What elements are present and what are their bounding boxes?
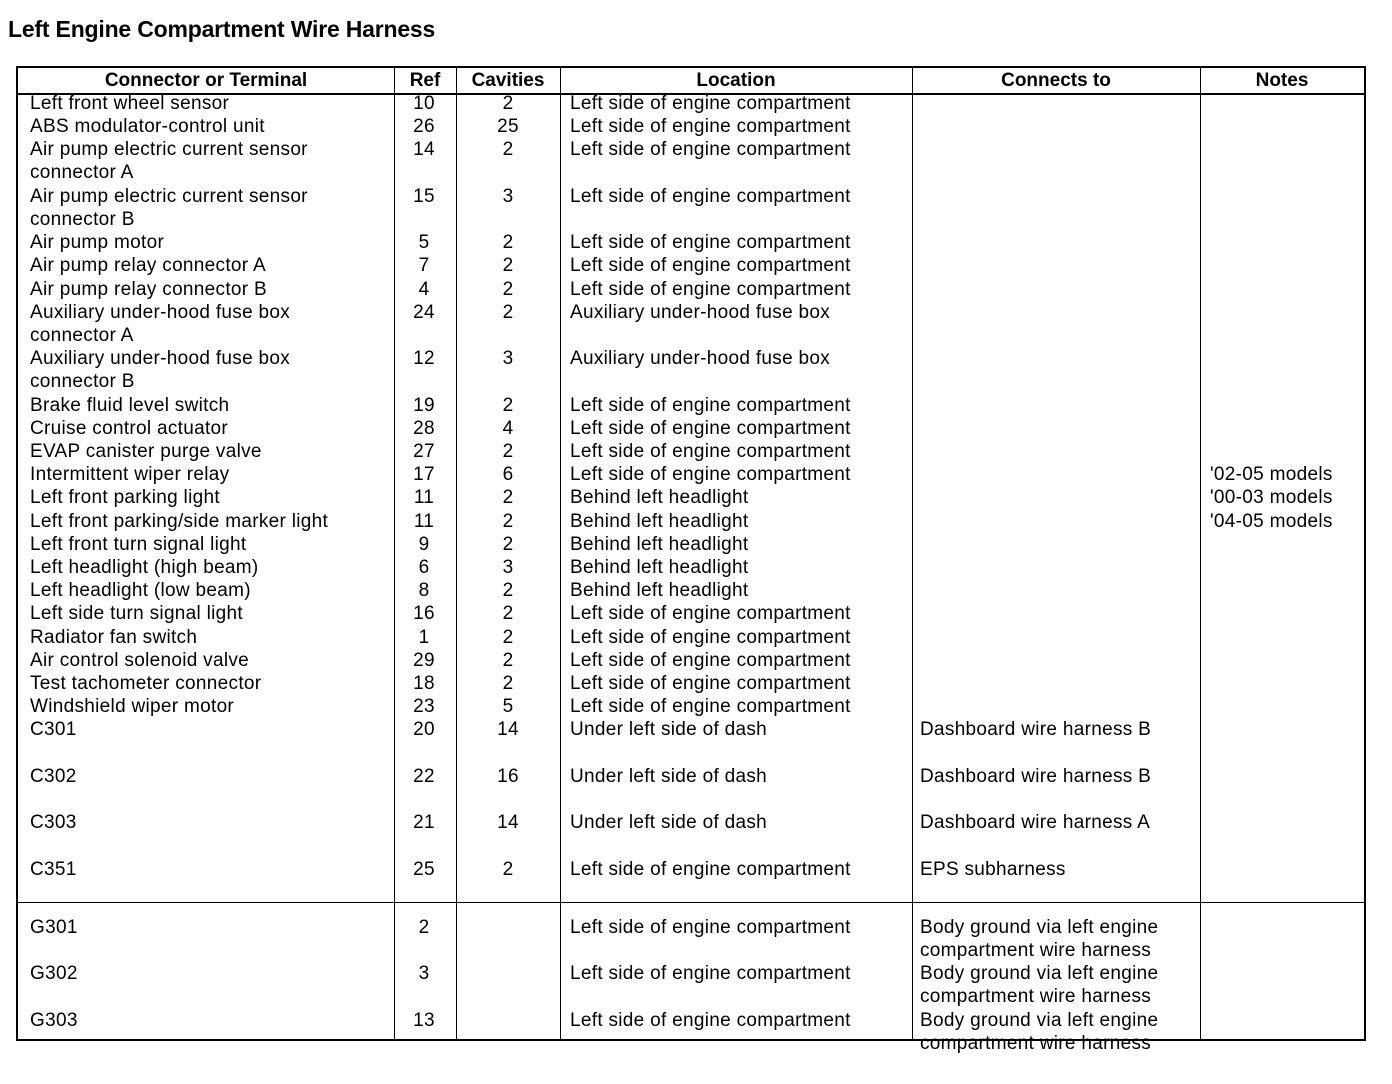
location-cell: Auxiliary under-hood fuse box <box>570 348 831 370</box>
col-header-cavities: Cavities <box>471 70 545 91</box>
location-cell: Left side of engine compartment <box>570 626 851 648</box>
ref-cell: 15 <box>413 185 435 207</box>
ref-cell: 20 <box>413 719 435 741</box>
cavities-cell: 3 <box>502 557 514 578</box>
connector-cell: Left front turn signal light <box>30 533 247 555</box>
connector-cell: Radiator fan switch <box>30 626 198 648</box>
location-cell: Left side of engine compartment <box>570 185 851 207</box>
connector-cell: Auxiliary under-hood fuse box connector A <box>30 301 291 346</box>
connector-cell: Left headlight (high beam) <box>30 557 259 578</box>
location-cell: Left side of engine compartment <box>570 917 851 938</box>
ref-cell: 16 <box>413 603 435 625</box>
cavities-cell: 2 <box>502 93 514 114</box>
location-cell: Left side of engine compartment <box>570 441 851 462</box>
page-title: Left Engine Compartment Wire Harness <box>8 16 436 42</box>
cavities-cell: 2 <box>502 441 514 462</box>
cavities-cell: 2 <box>502 487 514 509</box>
cavities-cell: 16 <box>497 765 519 787</box>
notes-cell: '00-03 models <box>1210 487 1333 509</box>
ref-cell: 7 <box>418 255 430 277</box>
ref-cell: 11 <box>413 510 435 532</box>
ref-cell: 5 <box>418 232 430 254</box>
location-cell: Left side of engine compartment <box>570 417 851 439</box>
connector-cell: Test tachometer connector <box>30 673 262 694</box>
table-header <box>18 68 1364 95</box>
cavities-cell: 4 <box>502 417 514 439</box>
column-divider <box>1200 68 1201 1039</box>
connects-to-cell: Body ground via left engine compartment wire harness <box>920 963 1159 1008</box>
location-cell: Left side of engine compartment <box>570 673 851 694</box>
ref-cell: 13 <box>413 1009 435 1031</box>
location-cell: Left side of engine compartment <box>570 255 851 277</box>
ref-cell: 2 <box>418 917 430 938</box>
connector-cell: C303 <box>30 812 77 834</box>
ref-cell: 4 <box>418 278 430 300</box>
col-header-connector: Connector or Terminal <box>104 70 308 91</box>
connects-to-cell: Dashboard wire harness B <box>920 765 1152 787</box>
location-cell: Left side of engine compartment <box>570 139 851 161</box>
connector-cell: Left front parking/side marker light <box>30 510 329 532</box>
location-cell: Auxiliary under-hood fuse box <box>570 301 831 323</box>
ref-cell: 28 <box>413 417 435 439</box>
ref-cell: 6 <box>418 557 430 578</box>
cavities-cell: 5 <box>502 696 514 718</box>
connector-cell: Cruise control actuator <box>30 417 229 439</box>
cavities-cell: 2 <box>502 139 514 161</box>
connector-cell: Air pump electric current sensor connector B <box>30 185 308 230</box>
location-cell: Left side of engine compartment <box>570 232 851 254</box>
cavities-cell: 2 <box>502 301 514 323</box>
cavities-cell: 2 <box>502 858 514 880</box>
notes-cell: '02-05 models <box>1210 464 1333 486</box>
column-divider <box>912 68 913 1039</box>
connector-cell: Left front wheel sensor <box>30 93 230 114</box>
notes-cell: '04-05 models <box>1210 510 1333 532</box>
harness-table <box>16 66 1366 1054</box>
column-divider <box>560 68 561 1039</box>
location-cell: Left side of engine compartment <box>570 116 851 138</box>
connector-cell: EVAP canister purge valve <box>30 441 262 462</box>
connector-cell: ABS modulator-control unit <box>30 116 265 138</box>
column-divider <box>456 68 457 1039</box>
cavities-cell: 2 <box>502 510 514 532</box>
connector-cell: G301 <box>30 917 78 938</box>
location-cell: Behind left headlight <box>570 487 749 509</box>
location-cell: Behind left headlight <box>570 510 749 532</box>
connector-cell: Air pump electric current sensor connector A <box>30 139 308 184</box>
location-cell: Behind left headlight <box>570 533 749 555</box>
cavities-cell: 25 <box>497 116 519 138</box>
ref-cell: 8 <box>418 580 430 602</box>
cavities-cell: 6 <box>502 464 514 486</box>
col-header-notes: Notes <box>1255 70 1309 91</box>
connector-cell: G302 <box>30 963 78 985</box>
connector-cell: C302 <box>30 765 77 787</box>
ref-cell: 27 <box>413 441 435 462</box>
connector-cell: Brake fluid level switch <box>30 394 230 416</box>
location-cell: Left side of engine compartment <box>570 278 851 300</box>
ref-cell: 18 <box>413 673 435 694</box>
cavities-cell: 14 <box>497 812 519 834</box>
col-header-location: Location <box>696 70 776 91</box>
connector-cell: C301 <box>30 719 77 741</box>
cavities-cell: 2 <box>502 255 514 277</box>
location-cell: Under left side of dash <box>570 719 768 741</box>
connector-cell: Left headlight (low beam) <box>30 580 251 602</box>
location-cell: Under left side of dash <box>570 765 768 787</box>
ref-cell: 1 <box>418 626 430 648</box>
ref-cell: 11 <box>413 487 435 509</box>
connects-to-cell: Dashboard wire harness A <box>920 812 1151 834</box>
location-cell: Behind left headlight <box>570 580 749 602</box>
col-header-connects-to: Connects to <box>1001 70 1111 91</box>
location-cell: Left side of engine compartment <box>570 858 851 880</box>
connector-cell: C351 <box>30 858 77 880</box>
ref-cell: 22 <box>413 765 435 787</box>
ref-cell: 19 <box>413 394 435 416</box>
location-cell: Left side of engine compartment <box>570 93 851 114</box>
cavities-cell: 2 <box>502 533 514 555</box>
connector-cell: Air pump relay connector B <box>30 278 267 300</box>
cavities-cell: 2 <box>502 603 514 625</box>
ref-cell: 23 <box>413 696 435 718</box>
ref-cell: 9 <box>418 533 430 555</box>
connects-to-cell: Body ground via left engine compartment wire harness <box>920 1009 1159 1054</box>
location-cell: Behind left headlight <box>570 557 749 578</box>
connector-cell: Intermittent wiper relay <box>30 464 230 486</box>
cavities-cell: 2 <box>502 580 514 602</box>
cavities-cell: 2 <box>502 394 514 416</box>
location-cell: Left side of engine compartment <box>570 464 851 486</box>
connector-cell: Air control solenoid valve <box>30 649 250 671</box>
ref-cell: 3 <box>418 963 430 985</box>
connector-cell: Windshield wiper motor <box>30 696 235 718</box>
ref-cell: 29 <box>413 649 435 671</box>
connects-to-cell: Dashboard wire harness B <box>920 719 1152 741</box>
ref-cell: 10 <box>413 93 435 114</box>
ref-cell: 25 <box>413 858 435 880</box>
cavities-cell: 3 <box>502 185 514 207</box>
connector-cell: Air pump relay connector A <box>30 255 266 277</box>
connects-to-cell: EPS subharness <box>920 858 1066 880</box>
cavities-cell: 2 <box>502 232 514 254</box>
cavities-cell: 2 <box>502 626 514 648</box>
cavities-cell: 2 <box>502 673 514 694</box>
cavities-cell: 14 <box>497 719 519 741</box>
location-cell: Left side of engine compartment <box>570 394 851 416</box>
location-cell: Under left side of dash <box>570 812 768 834</box>
connector-cell: Auxiliary under-hood fuse box connector B <box>30 348 291 393</box>
cavities-cell: 3 <box>502 348 514 370</box>
connects-to-cell: Body ground via left engine compartment wire harness <box>920 917 1159 961</box>
section-divider <box>18 902 1364 903</box>
location-cell: Left side of engine compartment <box>570 603 851 625</box>
ref-cell: 12 <box>413 348 435 370</box>
ref-cell: 26 <box>413 116 435 138</box>
connector-cell: Air pump motor <box>30 232 165 254</box>
location-cell: Left side of engine compartment <box>570 649 851 671</box>
cavities-cell: 2 <box>502 649 514 671</box>
ref-cell: 21 <box>413 812 435 834</box>
connector-cell: Left front parking light <box>30 487 220 509</box>
connector-cell: G303 <box>30 1009 78 1031</box>
connector-cell: Left side turn signal light <box>30 603 243 625</box>
ref-cell: 24 <box>413 301 435 323</box>
location-cell: Left side of engine compartment <box>570 696 851 718</box>
location-cell: Left side of engine compartment <box>570 1009 851 1031</box>
cavities-cell: 2 <box>502 278 514 300</box>
location-cell: Left side of engine compartment <box>570 963 851 985</box>
ref-cell: 14 <box>413 139 435 161</box>
ref-cell: 17 <box>413 464 435 486</box>
col-header-ref: Ref <box>409 70 441 91</box>
